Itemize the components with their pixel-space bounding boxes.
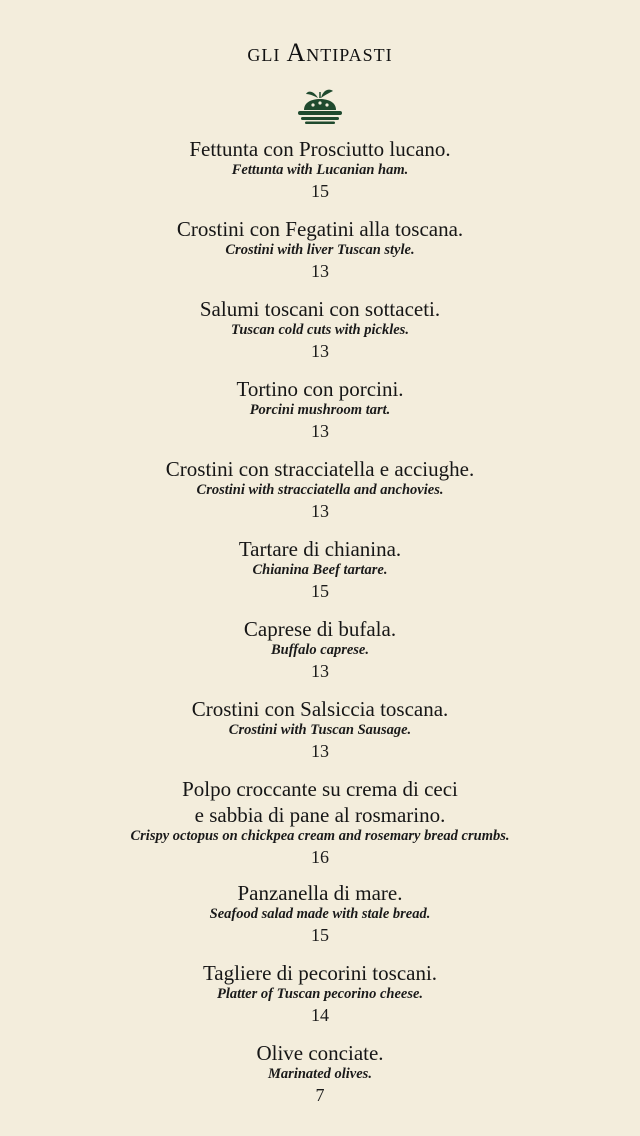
item-translation: Chianina Beef tartare. xyxy=(252,562,388,578)
item-price: 13 xyxy=(311,261,329,281)
item-name: Fettunta con Prosciutto lucano. xyxy=(189,137,451,161)
menu-item xyxy=(0,296,640,376)
item-translation: Crostini with stracciatella and anchovies. xyxy=(196,482,444,498)
item-price: 15 xyxy=(311,925,329,945)
menu-item xyxy=(0,696,640,776)
menu-item xyxy=(0,1040,640,1120)
section-title: gli Antipasti xyxy=(247,38,393,67)
item-price: 14 xyxy=(311,1005,329,1025)
menu-item xyxy=(0,216,640,296)
menu-item xyxy=(0,376,640,456)
menu-item xyxy=(0,536,640,616)
item-price: 13 xyxy=(311,421,329,441)
item-translation: Fettunta with Lucanian ham. xyxy=(231,162,409,178)
menu-item xyxy=(0,136,640,216)
item-name: Polpo croccante su crema di ceci xyxy=(182,777,458,801)
item-price: 13 xyxy=(311,501,329,521)
menu-list xyxy=(0,136,640,1120)
menu-item xyxy=(0,616,640,696)
item-name: Crostini con stracciatella e acciughe. xyxy=(165,457,475,481)
item-translation: Crostini with Tuscan Sausage. xyxy=(228,722,412,738)
menu-item xyxy=(0,880,640,960)
item-name: Salumi toscani con sottaceti. xyxy=(199,297,441,321)
item-price: 13 xyxy=(311,741,329,761)
item-name: Tortino con porcini. xyxy=(236,377,404,401)
item-translation: Tuscan cold cuts with pickles. xyxy=(231,322,409,338)
item-price: 7 xyxy=(315,1085,325,1105)
menu-item xyxy=(0,960,640,1040)
item-name: Tartare di chianina. xyxy=(238,537,402,561)
plated-dish-icon xyxy=(296,88,344,126)
item-translation: Crostini with liver Tuscan style. xyxy=(225,242,415,258)
item-name: Panzanella di mare. xyxy=(237,881,403,905)
item-price: 15 xyxy=(311,581,329,601)
item-translation: Platter of Tuscan pecorino cheese. xyxy=(216,986,424,1002)
item-translation: Marinated olives. xyxy=(268,1066,372,1082)
item-price: 15 xyxy=(311,181,329,201)
item-name-line-2: e sabbia di pane al rosmarino. xyxy=(194,803,446,827)
item-name: Caprese di bufala. xyxy=(243,617,397,641)
item-translation: Seafood salad made with stale bread. xyxy=(209,906,431,922)
item-price: 13 xyxy=(311,661,329,681)
menu-item xyxy=(0,776,640,880)
menu-item xyxy=(0,456,640,536)
item-price: 13 xyxy=(311,341,329,361)
item-price: 16 xyxy=(311,847,329,867)
item-name: Crostini con Salsiccia toscana. xyxy=(191,697,449,721)
item-translation: Porcini mushroom tart. xyxy=(249,402,391,418)
item-name: Olive conciate. xyxy=(256,1041,384,1065)
item-name: Crostini con Fegatini alla toscana. xyxy=(176,217,464,241)
item-translation: Crispy octopus on chickpea cream and rosemary bread crumbs. xyxy=(130,828,510,844)
item-translation: Buffalo caprese. xyxy=(270,642,369,658)
item-name: Tagliere di pecorini toscani. xyxy=(202,961,438,985)
